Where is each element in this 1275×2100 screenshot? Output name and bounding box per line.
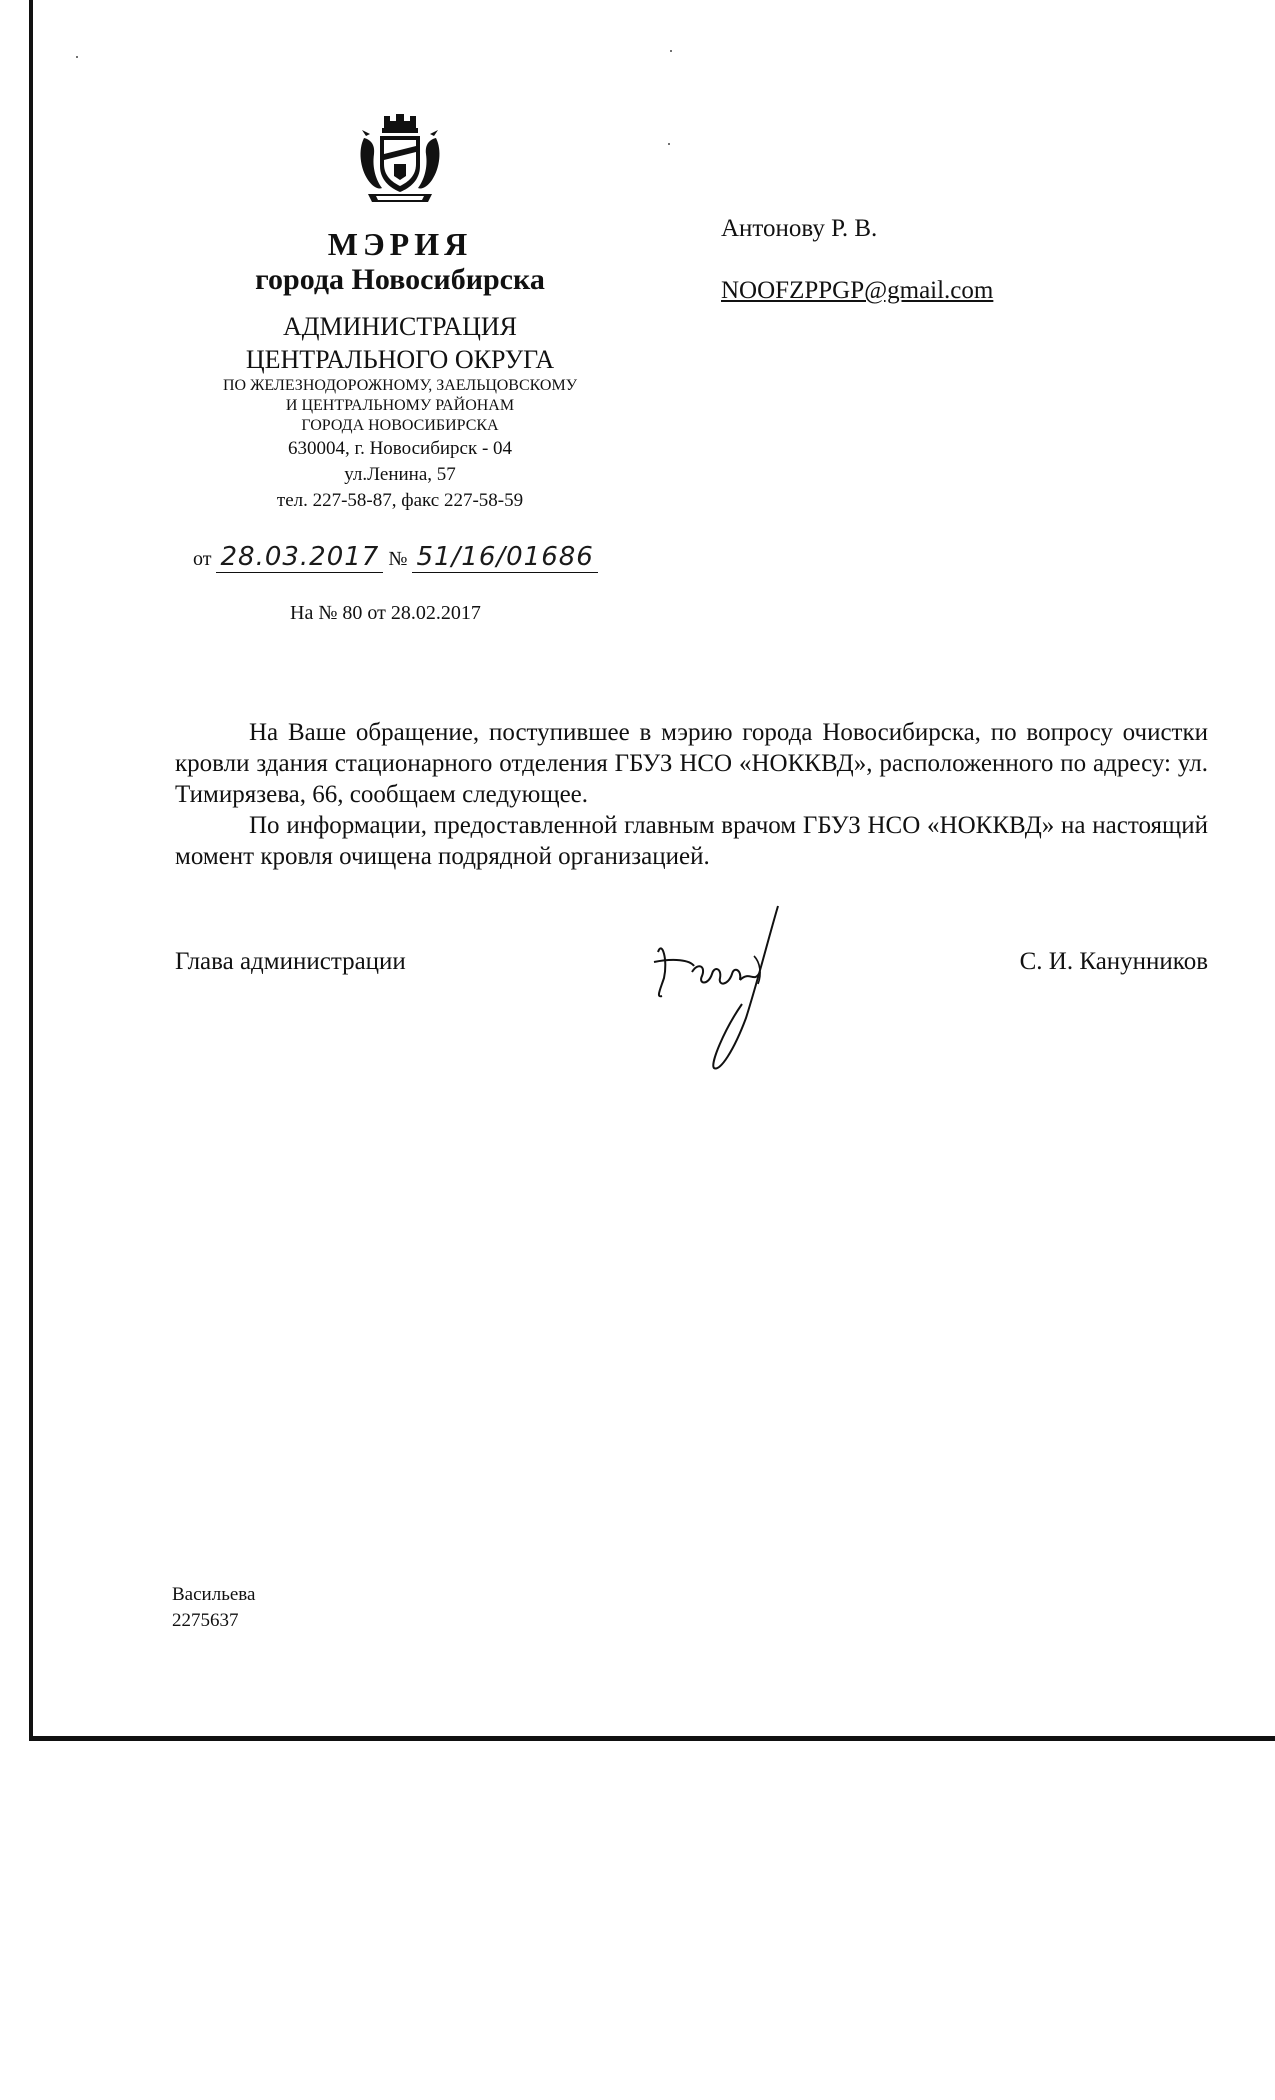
signatory-role: Глава администрации	[175, 948, 406, 975]
scan-speck	[670, 50, 672, 52]
admin-subtitle-line-2: И ЦЕНТРАЛЬНОМУ РАЙОНАМ	[285, 397, 515, 414]
recipient-block	[721, 215, 993, 305]
signatory-name: С. И. Канунников	[1019, 948, 1208, 975]
handwritten-date: 28.03.2017	[216, 542, 383, 573]
page-frame-bottom	[29, 1736, 1275, 1741]
admin-subtitle-line-3: ГОРОДА НОВОСИБИРСКА	[301, 417, 499, 434]
body-paragraph-2: По информации, предоставленной главным врачом ГБУЗ НСО «НОККВД» на настоящий момент кровля очищена подрядной организацией.	[175, 812, 1208, 870]
recipient-email: NOOFZPPGP@gmail.com	[721, 277, 994, 304]
admin-name-line-1: АДМИНИСТРАЦИЯ	[283, 312, 517, 341]
executor-name: Васильева	[172, 1584, 256, 1605]
org-title: МЭРИЯ	[327, 226, 473, 262]
registration-line	[193, 542, 598, 572]
scan-speck	[668, 143, 670, 145]
org-city: города Новосибирска	[255, 263, 545, 296]
letterhead	[175, 110, 625, 514]
coat-of-arms-icon	[354, 110, 446, 208]
contact-phones: тел. 227-58-87, факс 227-58-59	[276, 490, 524, 511]
letter-body	[175, 717, 1208, 872]
admin-name-line-2: ЦЕНТРАЛЬНОГО ОКРУГА	[245, 345, 555, 374]
executor-block	[172, 1582, 255, 1634]
reference-line: На № 80 от 28.02.2017	[290, 602, 481, 624]
postal-address: 630004, г. Новосибирск - 04	[287, 438, 513, 459]
handwritten-signature-icon	[650, 900, 795, 1075]
number-prefix: №	[388, 548, 408, 570]
admin-subtitle-line-1: ПО ЖЕЛЕЗНОДОРОЖНОМУ, ЗАЕЛЬЦОВСКОМУ	[222, 377, 578, 394]
date-prefix: от	[193, 548, 212, 570]
page-frame-left	[29, 0, 33, 1740]
street-address: ул.Ленина, 57	[344, 464, 456, 485]
executor-phone: 2275637	[172, 1610, 239, 1631]
handwritten-reg-number: 51/16/01686	[412, 542, 597, 573]
recipient-name: Антонову Р. В.	[721, 215, 878, 242]
body-paragraph-1: На Ваше обращение, поступившее в мэрию города Новосибирска, по вопросу очистки кровли здания стационарного отделения ГБУЗ НСО «НОККВД», расположенного по адресу: ул. Тимирязева, 66, сообщаем следующее.	[175, 719, 1208, 808]
scan-speck	[76, 56, 78, 58]
